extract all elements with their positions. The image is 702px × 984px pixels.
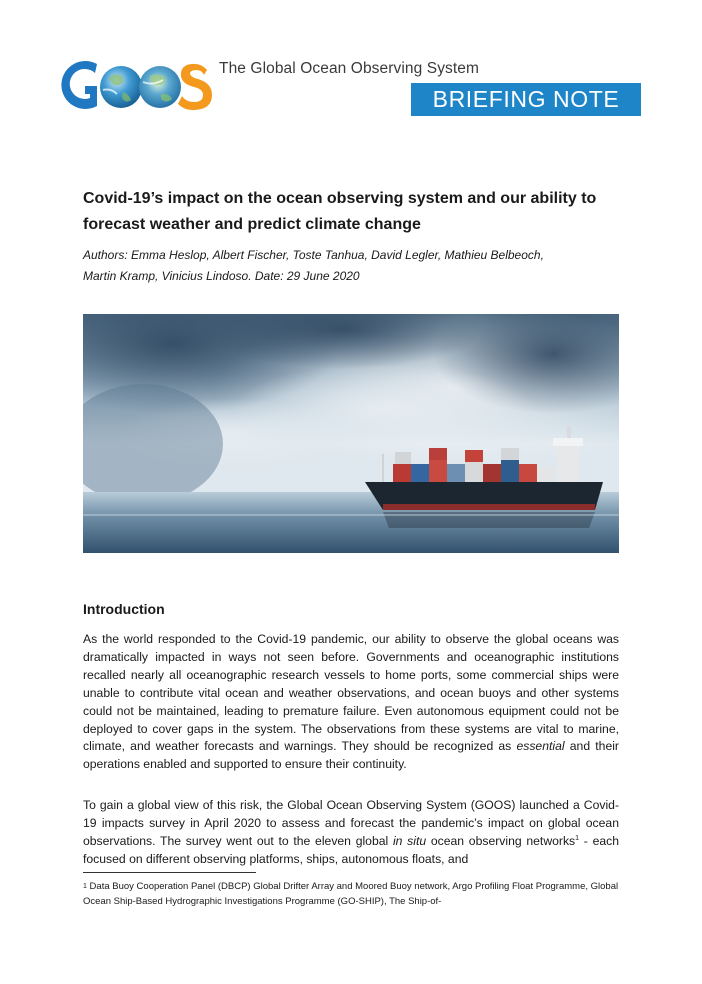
- authors-line-2: Martin Kramp, Vinicius Lindoso. Date: 29 June 2020: [83, 269, 360, 283]
- text-run: ocean observing networks: [426, 833, 576, 848]
- footnote-text: Data Buoy Cooperation Panel (DBCP) Global Drifter Array and Moored Buoy network, Argo Profiling Float Programme, Global Ocean Ship-Based Hydrographic Investigations Programme (GO-SHIP), The Ship-of-: [83, 881, 619, 907]
- text-run: - each focused on different observing platforms, ships, autonomous floats, and: [83, 833, 620, 866]
- document-type-banner: BRIEFING NOTE: [411, 83, 641, 116]
- emphasis-text: in situ: [392, 833, 427, 848]
- text-run: As the world responded to the Covid-19 pandemic, our ability to observe the global oceans was dramatically impacted in ways not seen before. Governments and oceanographic institutions recalled nearly all oceanographic research vessels to home ports, some commercial ships were unable to contribute vital ocean and weather observations, and ocean buoys and other systems could not be maintained, leading to premature failure. Even autonomous equipment could not be deployed to cover gaps in the system. The observations from these systems are vital to marine, climate, and weather forecasts and warnings. They should be recognized as: [83, 632, 619, 754]
- intro-paragraph-2: [83, 797, 619, 869]
- cargo-ship-image: [83, 314, 619, 553]
- intro-paragraph-1: [83, 631, 619, 774]
- title-line-1: Covid-19’s impact on the ocean observing system and our ability to: [83, 190, 597, 207]
- document-title: [83, 186, 628, 238]
- emphasis-text: essential: [516, 739, 565, 754]
- text-run: To gain a global view of this risk, the Global Ocean Observing System (GOOS) launched a Covid-19 impacts survey in April 2020 to assess and forecast the pandemic’s impact on global ocean observations. The survey went out to the eleven global: [83, 798, 619, 848]
- page-header: [57, 52, 642, 118]
- authors-line-1: Authors: Emma Heslop, Albert Fischer, Toste Tanhua, David Legler, Mathieu Belbeoch,: [83, 248, 544, 262]
- title-line-2: forecast weather and predict climate change: [83, 216, 421, 233]
- cargo-ship-photo: [83, 314, 619, 553]
- authors-and-date: [83, 245, 623, 287]
- footnote-reference: 1: [575, 834, 580, 842]
- section-heading-introduction: Introduction: [83, 601, 165, 617]
- organization-name: The Global Ocean Observing System: [219, 60, 480, 77]
- footnote-separator: [83, 872, 256, 873]
- footnote-marker: 1: [83, 883, 87, 890]
- footnote-1: [83, 879, 623, 909]
- text-run: and their operations enabled and supported to ensure their continuity.: [83, 739, 619, 772]
- goos-logo: [57, 52, 217, 118]
